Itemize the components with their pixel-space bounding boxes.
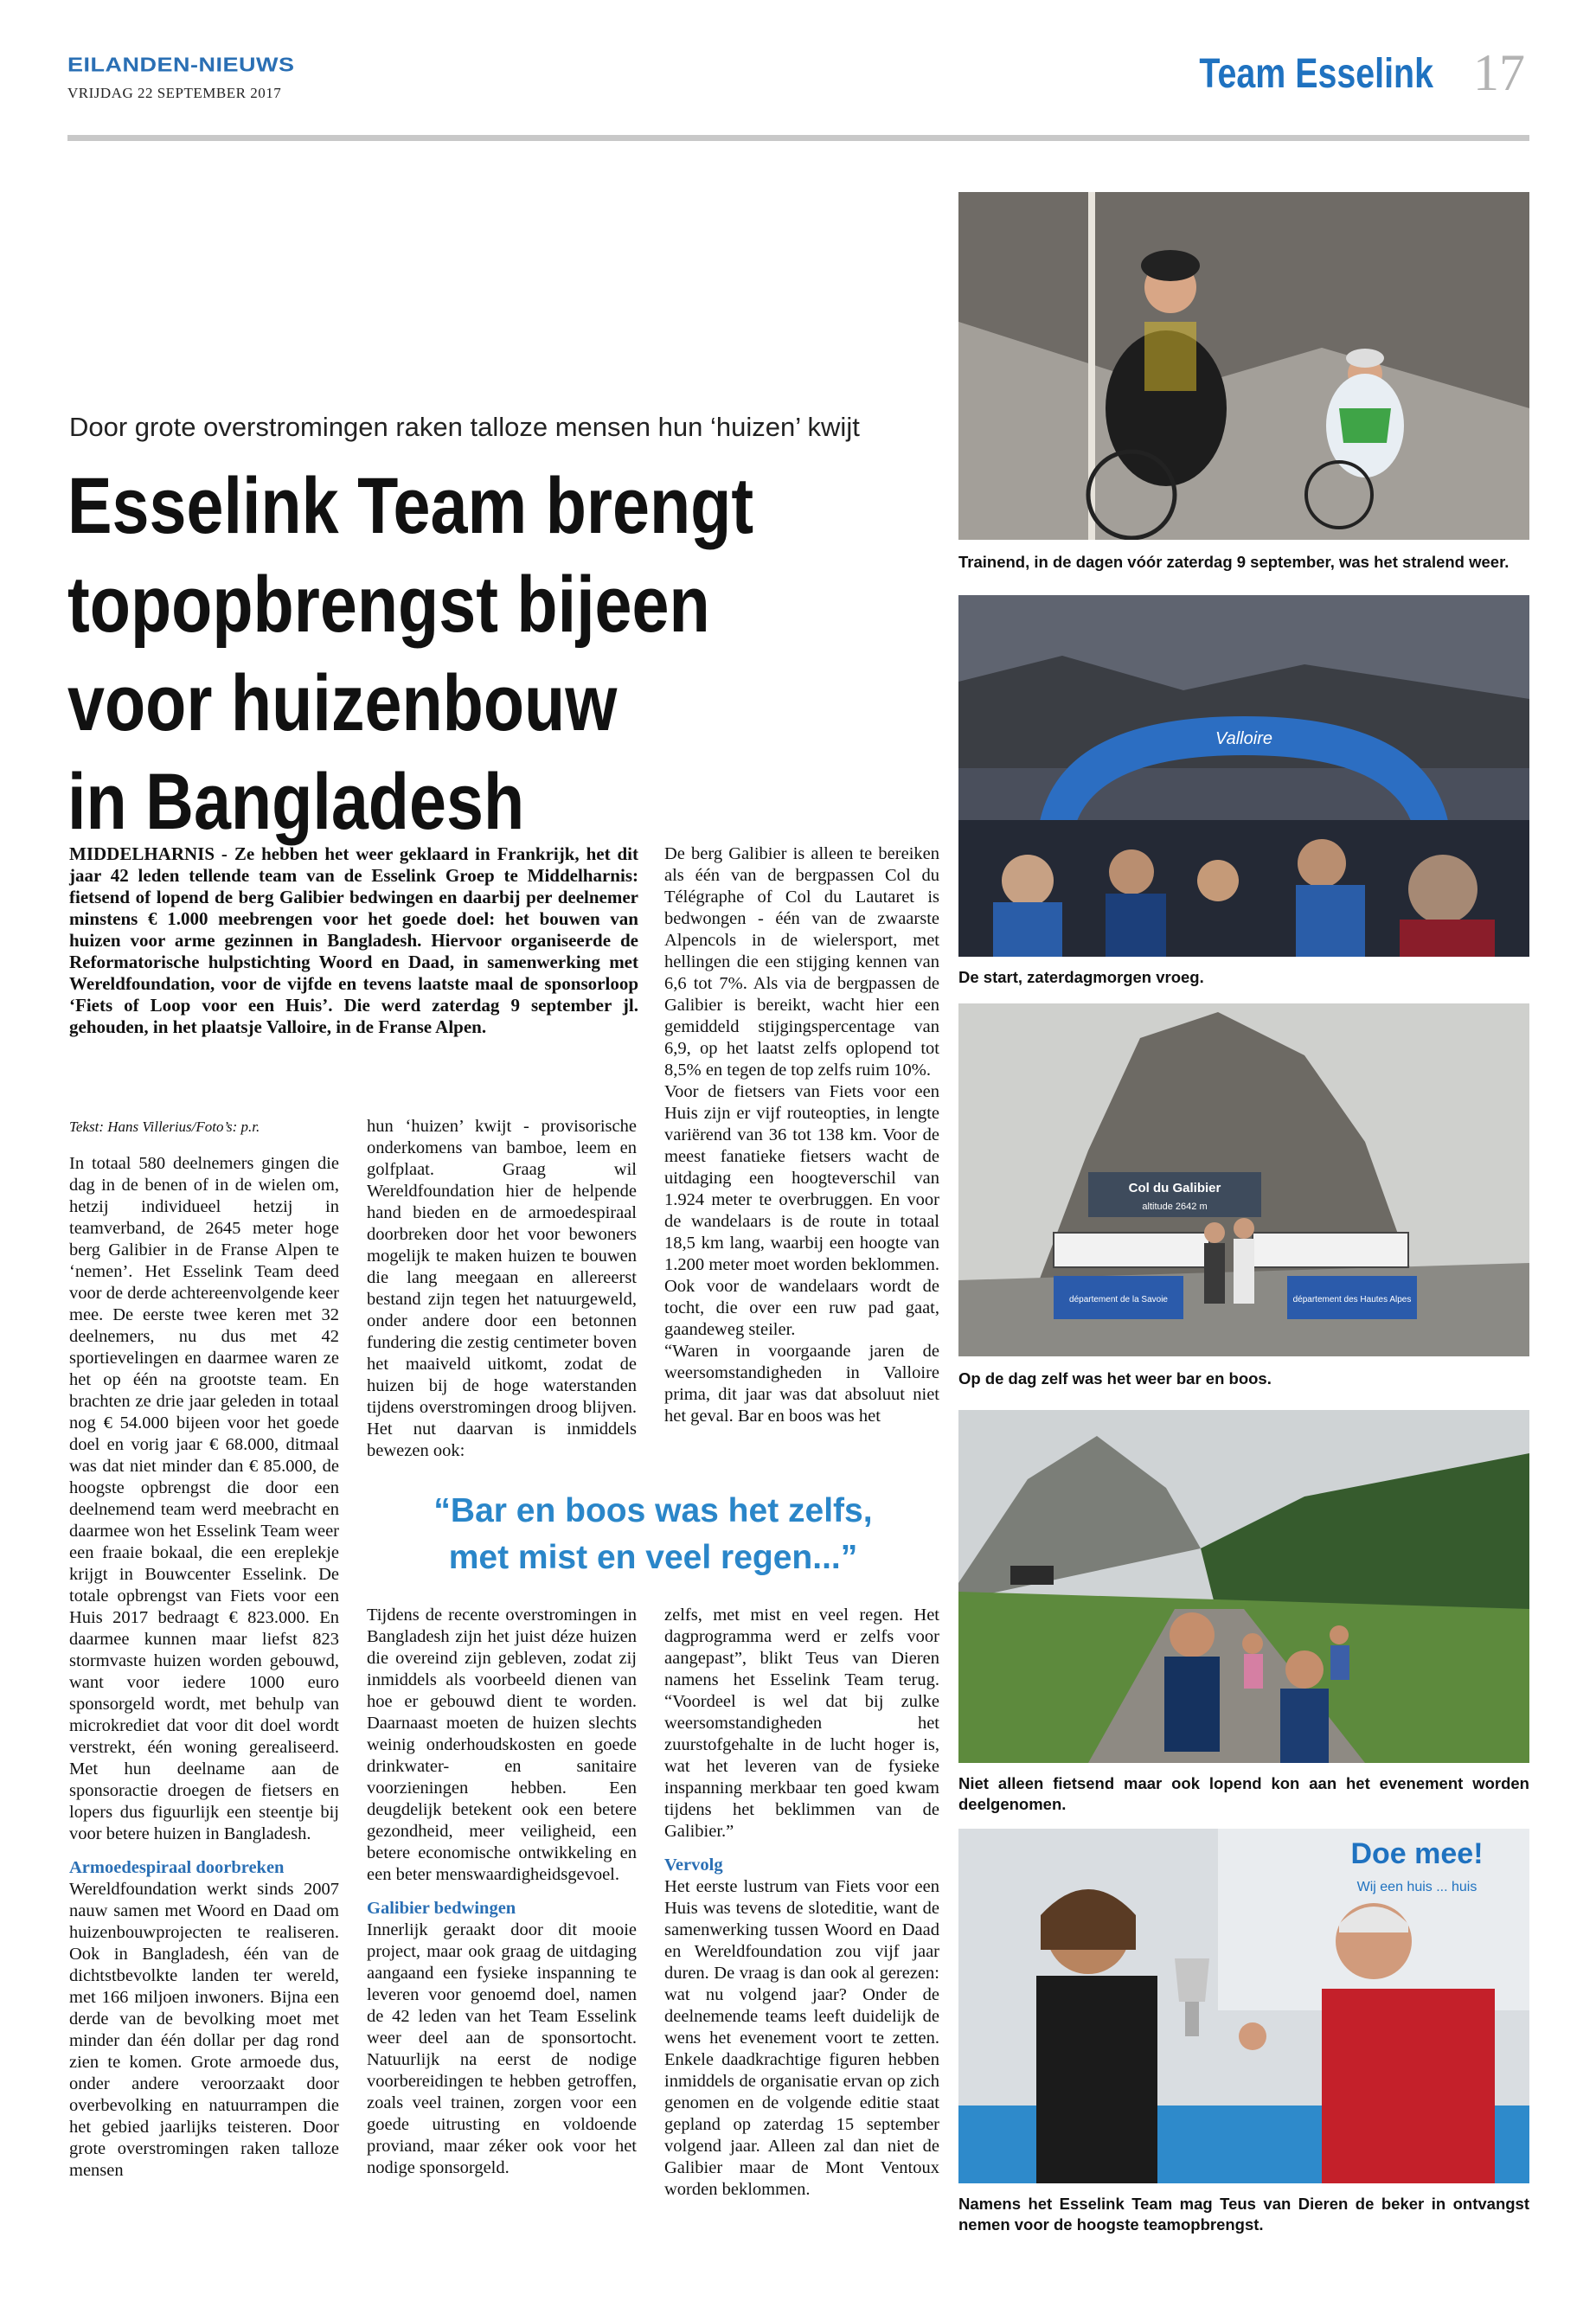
- photo-start: [958, 595, 1529, 957]
- pull-quote: [367, 1488, 939, 1581]
- photo-caption-3: Op de dag zelf was het weer bar en boos.: [958, 1369, 1272, 1388]
- body-paragraph: Het eerste lustrum van Fiets voor een Huis was tevens de sloteditie, want de samenwerking tussen Woord en Daad en Wereldfoundation zou vijf jaar duren. De vraag is dan ook al gerezen: wat nu volgend jaar? Onder de deelnemende teams leeft duidelijk de wens het evenement voort te zetten. Enkele daadkrachtige figuren hebben inmiddels de organisatie ervan op zich genomen en de volgende editie staat gepland op zaterdag 15 september volgend jaar. Alleen zal dan niet de Galibier maar de Mont Ventoux worden beklommen.: [664, 1877, 939, 2199]
- sign-title: Col du Galibier: [1128, 1181, 1221, 1195]
- section-heading-armoedespiraal: Armoedespiraal doorbreken: [69, 1858, 285, 1877]
- photo-credit: Tekst: Hans Villerius/Foto’s: p.r.: [69, 1118, 260, 1135]
- page-number: 17: [1473, 44, 1525, 101]
- section-title: Team Esselink: [1199, 51, 1433, 97]
- photo-caption-2: De start, zaterdagmorgen vroeg.: [958, 968, 1204, 986]
- headline-line-1: Esselink Team brengt: [67, 462, 754, 550]
- arch-text: Valloire: [1215, 729, 1272, 748]
- photo-walkers: [958, 1410, 1529, 1763]
- photo-cyclists: [958, 192, 1529, 540]
- sign-hautes-alpes: département des Hautes Alpes: [1292, 1295, 1412, 1304]
- body-paragraph: Wereldfoundation werkt sinds 2007 nauw samen met Woord en Daad om huizenbouwprojecten te realiseren. Ook in Bangladesh, één van de dichtstbevolkte landen ter wereld, met 166 miljoen inwoners. Bijna een derde van de bevolking moet met minder dan één dollar per dag rond zien te komen. Grote armoede dus, onder andere veroorzaakt door overbevolking en natuurrampen die het gebied jaarlijks teisteren. Door grote overstromingen raken talloze mensen: [69, 1880, 339, 2180]
- headline-line-2: topopbrengst bijeen: [67, 561, 710, 649]
- issue-date: VRIJDAG 22 SEPTEMBER 2017: [67, 85, 282, 101]
- photo-caption-4: Niet alleen fietsend maar ook lopend kon aan het evenement worden deelgenomen.: [958, 1774, 1529, 1813]
- body-paragraph: In totaal 580 deelnemers gingen die dag in de benen of in de wielen om, hetzij individueel hetzij in teamverband, de 2645 meter hoge berg Galibier in de Franse Alpen te ‘nemen’. Het Esselink Team deed voor de derde achtereenvolgende keer mee. De eerste twee keren met 32 deelnemers, nu dus met 42 sportievelingen en daarmee waren ze het op één na grootste team. En brachten ze drie jaar geleden in totaal nog € 54.000 bijeen voor het goede doel en vorig jaar € 68.000, ditmaal was dat niet minder dan € 85.000, de hoogste opbrengst die door een deelnemend team werd meebracht en daarmee won het Esselink Team weer een fraaie bokaal, die een ereplekje krijgt in Bouwcenter Esselink. De totale opbrengst van Fiets voor een Huis 2017 bedraagt € 823.000. En daarmee kunnen maar liefst 823 stormvaste huizen worden gebouwd, want voor iedere 1000 euro sponsorgeld wordt, met behulp van microkrediet dat voor dit doel wordt verstrekt, één woning gerealiseerd. Met hun deelname aan de sponsoractie droegen de fietsers en lopers dus figuurlijk een steentje bij voor betere huizen in Bangladesh.: [69, 1154, 339, 1843]
- column-2-bottom: [367, 1605, 637, 2179]
- photo-caption-1: Trainend, in de dagen vóór zaterdag 9 september, was het stralend weer.: [958, 553, 1509, 571]
- headline-line-4: in Bangladesh: [67, 758, 525, 846]
- column-3-top: [664, 843, 939, 1427]
- article-intro: MIDDELHARNIS - Ze hebben het weer geklaard in Frankrijk, het dit jaar 42 leden tellende team van de Esselink Groep te Middelharnis: fietsend of lopend de berg Galibier bedwingen en daarbij per deelnemer minstens € 1.000 meebrengen voor het goede doel: het bouwen van huizen voor arme gezinnen in Bangladesh. Hiervoor organiseerde de Reformatorische hulpstichting Woord en Daad, in samenwerking met Wereldfoundation, voor de vijfde en tevens laatste maal de sponsorloop ‘Fiets of Loop voor een Huis’. Die werd zaterdag 9 september jl. gehouden, in het plaatsje Valloire, in de Franse Alpen.: [69, 843, 638, 1037]
- body-paragraph: hun ‘huizen’ kwijt - provisorische onderkomens van bamboe, leem en golfplaat. Graag wil Wereldfoundation hier de helpende hand bieden en de armoedespiraal doorbreken door het voor bewoners mogelijk te maken huizen te bouwen die lang meegaan en allereerst bestand zijn tegen het natuurgeweld, onder andere door een betonnen fundering die zestig centimeter boven het maaiveld uitkomt, zodat de huizen bij de hoge waterstanden tijdens overstromingen droog blijven. Het nut daarvan is inmiddels bewezen ook:: [367, 1117, 637, 1460]
- headline-line-3: voor huizenbouw: [67, 659, 618, 747]
- banner-text: Doe mee!: [1350, 1837, 1484, 1870]
- article-subhead: Door grote overstromingen raken talloze mensen hun ‘huizen’ kwijt: [69, 412, 860, 442]
- column-3-bottom: [664, 1605, 939, 2201]
- article-headline: [67, 457, 794, 851]
- pull-quote-line-2: met mist en veel regen...”: [448, 1539, 858, 1576]
- photo-trophy: [958, 1829, 1529, 2183]
- masthead-logo: EILANDEN-NIEUWS: [67, 54, 295, 76]
- photo-galibier-sign: [958, 1003, 1529, 1356]
- section-heading-vervolg: Vervolg: [664, 1856, 723, 1875]
- section-heading-galibier: Galibier bedwingen: [367, 1899, 516, 1918]
- body-paragraph: Innerlijk geraakt door dit mooie project, maar ook graag de uitdaging aangaand een fysieke inspanning te leveren voor genoemd doel, namen de 42 leden van het Team Esselink weer deel aan de sponsortocht. Natuurlijk na eerst de nodige voorbereidingen te hebben getroffen, zoals veel trainen, zorgen voor een goede uitrusting en voldoende proviand, maar zéker ook voor het nodige sponsorgeld.: [367, 1920, 637, 2177]
- sign-altitude: altitude 2642 m: [1142, 1202, 1208, 1212]
- sign-savoie: département de la Savoie: [1069, 1295, 1168, 1304]
- column-1: [69, 1116, 339, 2182]
- banner-subtext: Wij een huis ... huis: [1356, 1880, 1477, 1894]
- body-paragraph: Voor de fietsers van Fiets voor een Huis zijn er vijf routeopties, in lengte variërend van 36 tot 138 km. Voor de meest fanatieke fietsers wacht de uitdaging een hoogteverschil van 1.924 meter te overbruggen. En voor de wandelaars is de route in totaal 18,5 km lang, waarbij een hoogte van 1.200 meter moet worden beklommen. Ook voor de wandelaars wordt de tocht, die over een ruw pad gaat, gaandeweg steiler.: [664, 1082, 939, 1339]
- body-paragraph: “Waren in voorgaande jaren de weersomstandigheden in Valloire prima, dit jaar was dat absoluut niet het geval. Bar en boos was het: [664, 1342, 939, 1426]
- pull-quote-line-1: “Bar en boos was het zelfs,: [433, 1492, 873, 1529]
- body-paragraph: Tijdens de recente overstromingen in Bangladesh zijn het juist déze huizen die overeind zijn gebleven, zodat zij inmiddels als voorbeeld dienen van hoe er gebouwd dient te worden. Daarnaast moeten de huizen slechts weinig onderhoudskosten en goede drinkwater- en sanitaire voorzieningen hebben. Een deugdelijk betekent ook een betere gezondheid, meer veiligheid, een betere economische ontwikkeling en een beter menswaardigheidsgevoel.: [367, 1606, 637, 1884]
- column-2-top: [367, 1116, 637, 1462]
- header-rule: [67, 135, 1529, 141]
- body-paragraph: zelfs, met mist en veel regen. Het dagprogramma werd er zelfs voor aangepast”, blikt Teus van Dieren namens het Esselink Team terug. “Voordeel is wel dat bij zulke weersomstandigheden het zuurstofgehalte in de lucht hoger is, wat het leveren van de fysieke inspanning merkbaar ten goed kwam tijdens het beklimmen van de Galibier.”: [664, 1606, 939, 1841]
- photo-caption-5: Namens het Esselink Team mag Teus van Dieren de beker in ontvangst nemen voor de hoogste teamopbrengst.: [958, 2195, 1529, 2234]
- body-paragraph: De berg Galibier is alleen te bereiken als één van de bergpassen Col du Télégraphe of Col du Lautaret is bedwongen - één van de zwaarste Alpencols in de wielersport, met hellingen die een stijging kennen van 6,6 tot 7%. Als via de bergpassen de Galibier is bereikt, wacht hier een gemiddeld stijgingspercentage van 6,9, op het laatst zelfs oplopend tot 8,5% en tegen de top zelfs ruim 10%.: [664, 844, 939, 1080]
